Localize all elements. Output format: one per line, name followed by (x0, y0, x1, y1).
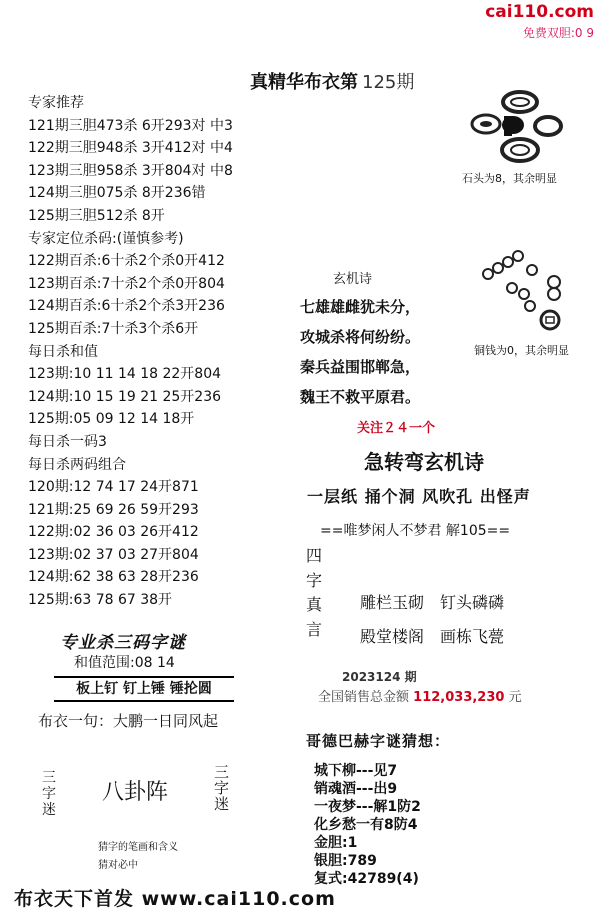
poem (300, 292, 420, 412)
poem-line: 攻城杀将何纷纷。 (300, 328, 421, 346)
site-logo[interactable]: cai110.com (485, 2, 594, 22)
stone-caption: 石头为8，其余明显 (462, 172, 557, 185)
sales-label: 全国销售总金额 (318, 690, 410, 705)
expert-line: 125期三胆512杀 8开 (28, 207, 165, 224)
expert-line: 123期百杀:7十杀2个杀0开804 (28, 275, 225, 292)
sum-range: 和值范围:08 14 (74, 655, 175, 671)
expert-line: 每日杀和值 (28, 343, 98, 360)
expert-line: 121期三胆473杀 6开293对 中3 (28, 117, 233, 134)
buyi-line: 布衣一句：大鹏一日同风起 (38, 712, 219, 730)
goedel-item: 金胆:1 (314, 835, 358, 851)
footer-banner[interactable]: 布衣天下首发 www.cai110.com (14, 888, 336, 910)
expert-line: 125期百杀:7十杀3个杀6开 (28, 320, 199, 337)
goedel-item: 复式:42789(4) (314, 871, 419, 887)
copper-caption: 铜钱为0，其余明显 (474, 344, 569, 357)
hit-line: 板上钉 钉上锤 锤抡圆 (54, 676, 234, 702)
pro-section-title: 专业杀三码字谜 (60, 633, 186, 653)
expert-line: 124期百杀:6十杀2个杀3开236 (28, 298, 225, 315)
four-char: 真 (306, 595, 323, 614)
expert-line: 每日杀一码3 (28, 433, 107, 450)
hint-line-2: 猜对必中 (98, 860, 138, 871)
expert-line: 124期:62 38 63 28开236 (28, 569, 199, 586)
expert-line: 122期百杀:6十杀2个杀0开412 (28, 253, 225, 270)
goedel-list (314, 762, 421, 888)
expert-line: 123期三胆958杀 3开804对 中8 (28, 162, 233, 179)
poem-line: 秦兵益围邯郸急， (300, 358, 421, 376)
hint-line-1: 猜字的笔画和含义 (98, 842, 178, 853)
bagua-text: 八卦阵 (102, 780, 169, 805)
expert-line: 123期:02 37 03 27开804 (28, 546, 199, 563)
four-char: 字 (306, 570, 323, 590)
expert-line: 每日杀两码组合 (28, 456, 126, 473)
right-vertical-label (214, 764, 232, 812)
four-char: 言 (306, 619, 323, 639)
attention-note: 关注２４一个 (357, 421, 436, 436)
jzw-title: 急转弯玄机诗 (364, 450, 484, 474)
sales-amount: 112,033,230 (413, 690, 505, 705)
expert-line: 专家推荐 (28, 95, 84, 111)
expert-line: 122期:02 36 03 26开412 (28, 524, 199, 541)
stones-image (468, 88, 578, 166)
expert-line: 124期:10 15 19 21 25开236 (28, 388, 222, 405)
four-line-2: 殿堂楼阁 画栋飞甍 (360, 627, 505, 646)
dream-line: ==唯梦闲人不梦君 解105== (320, 523, 511, 539)
expert-line: 125期:05 09 12 14 18开 (28, 411, 195, 428)
poem-line: 魏王不救平原君。 (300, 388, 421, 406)
title-text: 真精华布衣第 (250, 72, 358, 93)
goedel-item: 化乡愁一有8防4 (314, 817, 418, 833)
expert-line: 120期:12 74 17 24开871 (28, 479, 199, 496)
four-line-1: 雕栏玉砌 钉头磷磷 (360, 593, 505, 612)
goedel-item: 一夜梦---解1防2 (314, 799, 421, 815)
page-title (250, 68, 414, 94)
four-char-label (306, 544, 322, 642)
goedel-title: 哥德巴赫字谜猜想： (306, 732, 451, 750)
expert-line: 121期:25 69 26 59开293 (28, 501, 199, 518)
riddle-line: 一层纸 捅个洞 风吹孔 出怪声 (307, 487, 531, 506)
goedel-item: 城下柳---见7 (314, 763, 398, 779)
four-char: 四 (306, 546, 323, 565)
free-double-badge: 免费双胆:0 9 (522, 26, 594, 40)
sales-total (318, 686, 522, 705)
vertical-label-text: 三字迷 (42, 770, 56, 818)
expert-line: 122期三胆948杀 3开412对 中4 (28, 140, 233, 157)
expert-line: 124期三胆075杀 8开236错 (28, 185, 206, 202)
poem-line: 七雄雄雌犹未分， (300, 298, 421, 316)
left-vertical-label (42, 770, 60, 818)
poem-title: 玄机诗 (333, 272, 373, 287)
expert-line: 专家定位杀码:(谨慎参考) (28, 230, 184, 247)
coins-image (480, 248, 580, 334)
expert-line: 123期:10 11 14 18 22开804 (28, 366, 222, 383)
sales-period: 2023124 期 (342, 670, 417, 684)
goedel-item: 销魂酒---出9 (314, 781, 398, 797)
vertical-label-text: 三字迷 (214, 763, 230, 813)
expert-list (28, 92, 233, 612)
goedel-item: 银胆:789 (314, 853, 377, 869)
sales-unit: 元 (508, 690, 522, 705)
expert-line: 125期:63 78 67 38开 (28, 592, 173, 609)
title-period: 125期 (362, 72, 415, 93)
